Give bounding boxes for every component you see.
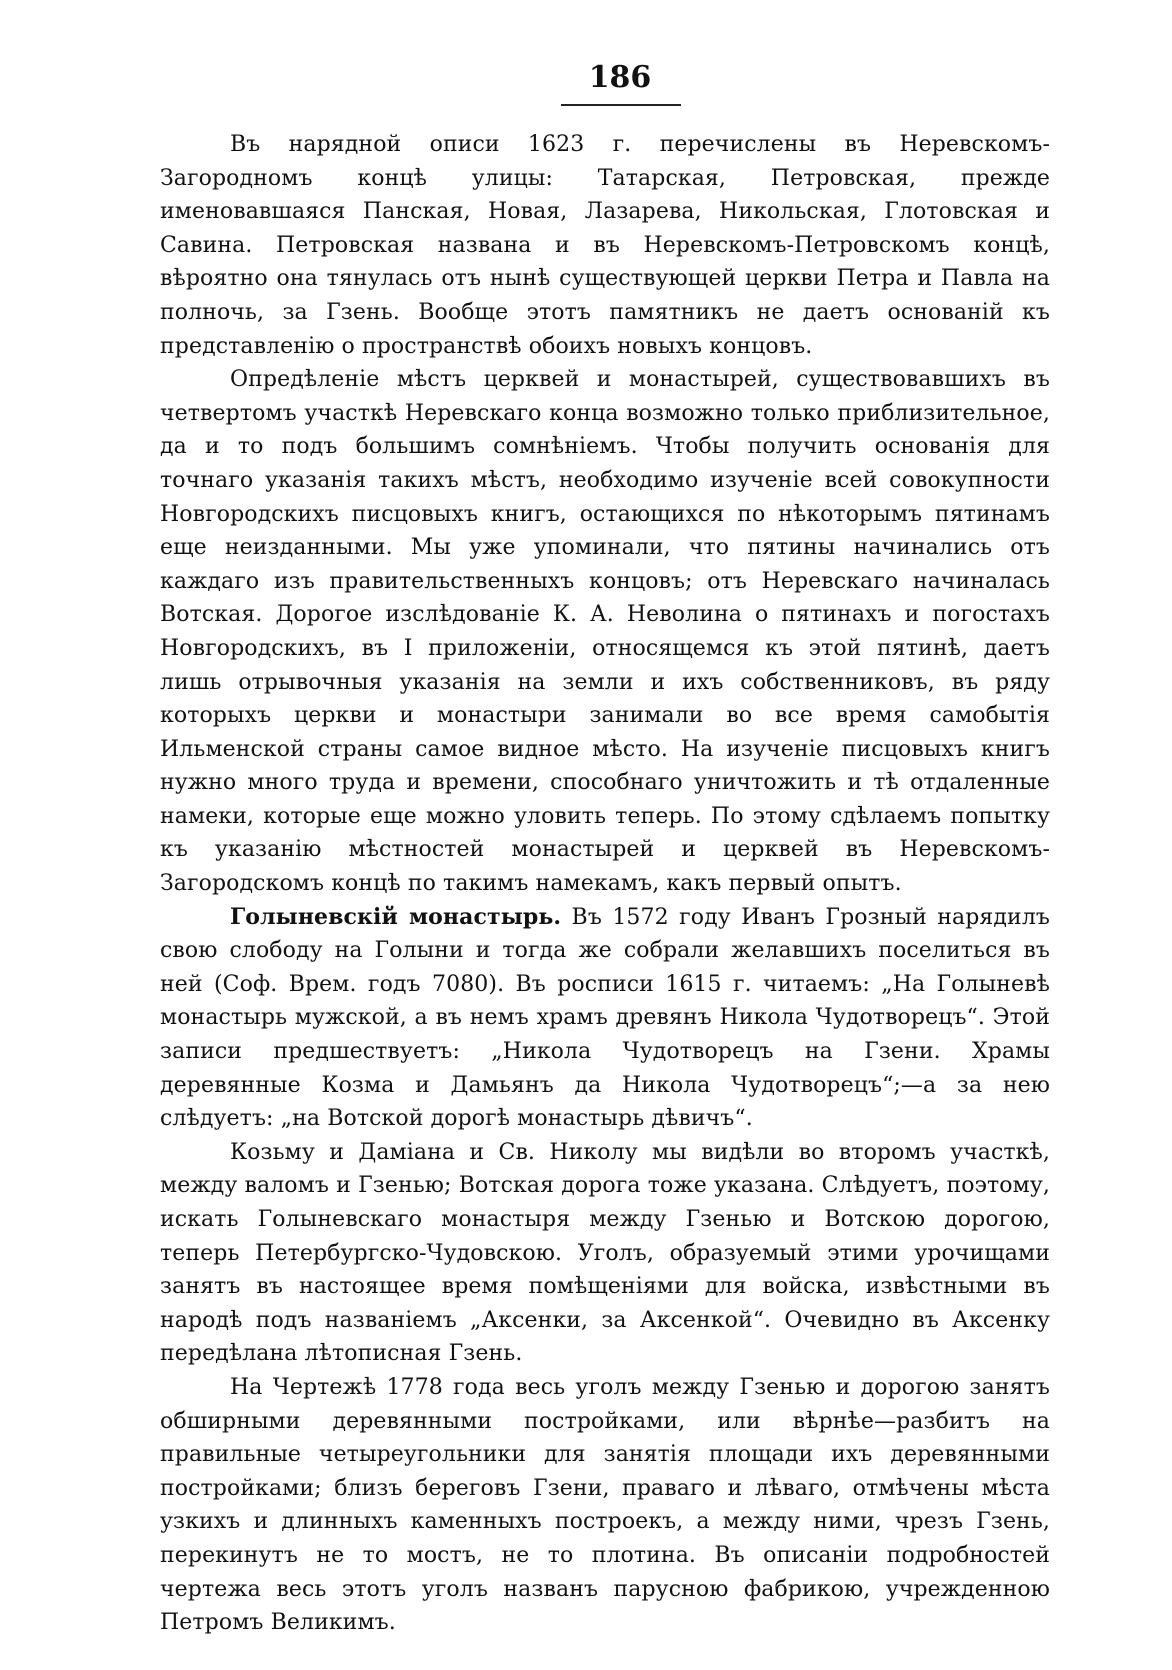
- paragraph-3: [160, 901, 1050, 1136]
- paragraph-2: [160, 363, 1050, 901]
- paragraph-4-text: Козьму и Даміана и Св. Николу мы видѣли во второмъ участкѣ, между валомъ и Гзенью; Вотская дорога тоже указана. Слѣдуетъ, поэтому, искать Голыневскаго монастыря между Гзенью и Вотскою дорогою, теперь Петербургско-Чудовскою. Уголъ, образуемый этими урочищами занятъ въ настоящее время помѣщеніями для войска, извѣстными въ народѣ подъ названіемъ „Аксенки, за Аксенкой“. Очевидно въ Аксенку передѣлана лѣтописная Гзень.: [160, 1139, 1050, 1367]
- paragraph-3-text: Въ 1572 году Иванъ Грозный нарядилъ свою слободу на Голыни и тогда же собрали желавшихъ поселиться въ ней (Соф. Врем. годъ 7080). Въ росписи 1615 г. читаемъ: „На Голыневѣ монастырь мужской, а въ немъ храмъ древянъ Никола Чудотворецъ“. Этой записи предшествуетъ: „Никола Чудотворецъ на Гзени. Храмы деревянные Козма и Дамьянъ да Никола Чудотворецъ“;—а за нею слѣдуетъ: „на Вотской дорогѣ монастырь дѣвичъ“.: [160, 904, 1050, 1132]
- paragraph-1: [160, 128, 1050, 363]
- paragraph-2-text: Опредѣленіе мѣстъ церквей и монастырей, существовавшихъ въ четвертомъ участкѣ Неревскаго конца возможно только приблизительное, да и то подъ большимъ сомнѣніемъ. Чтобы получить основанія для точнаго указанія такихъ мѣстъ, необходимо изученіе всей совокупности Новгородскихъ писцовыхъ книгъ, остающихся по нѣкоторымъ пятинамъ еще неизданными. Мы уже упоминали, что пятины начинались отъ каждаго изъ правительственныхъ концовъ; отъ Неревскаго начиналась Вотская. Дорогое изслѣдованіе К. А. Неволина о пятинахъ и погостахъ Новгородскихъ, въ I приложеніи, относящемся къ этой пятинѣ, даетъ лишь отрывочныя указанія на земли и ихъ собственниковъ, въ ряду которыхъ церкви и монастыри занимали во все время самобытія Ильменской страны самое видное мѣсто. На изученіе писцовыхъ книгъ нужно много труда и времени, способнаго уничтожить и тѣ отдаленные намеки, которые еще можно уловить теперь. По этому сдѣлаемъ попытку къ указанію мѣстностей монастырей и церквей въ Неревскомъ-Загородскомъ концѣ по такимъ намекамъ, какъ первый опытъ.: [160, 367, 1050, 897]
- document-page: [160, 58, 1050, 1640]
- page-number-rule: [561, 104, 681, 106]
- paragraph-5: [160, 1371, 1050, 1640]
- page-number: 186: [588, 60, 652, 95]
- paragraph-1-text: Въ нарядной описи 1623 г. перечислены въ Неревскомъ-Загородномъ концѣ улицы: Татарская, Петровская, прежде именовавшаяся Панская, Новая, Лазарева, Никольская, Глотовская и Савина. Петровская названа и въ Неревскомъ-Петровскомъ концѣ, вѣроятно она тянулась отъ нынѣ существующей церкви Петра и Павла на полночь, за Гзень. Вообще этотъ памятникъ не даетъ основаній къ представленію о пространствѣ обоихъ новыхъ концовъ.: [160, 132, 1050, 359]
- section-heading-golynevsky-monastery: Голыневскій монастырь.: [230, 903, 562, 930]
- paragraph-4: [160, 1136, 1050, 1371]
- paragraph-5-text: На Чертежѣ 1778 года весь уголъ между Гзенью и дорогою занятъ обширными деревянными постройками, или вѣрнѣе—разбитъ на правильные четыреугольники для занятія площади ихъ деревянными постройками; близъ береговъ Гзени, праваго и лѣваго, отмѣчены мѣста узкихъ и длинныхъ каменныхъ построекъ, а между ними, чрезъ Гзень, перекинутъ не то мостъ, не то плотина. Въ описаніи подробностей чертежа весь этотъ уголъ названъ парусною фабрикою, учрежденною Петромъ Великимъ.: [160, 1374, 1050, 1636]
